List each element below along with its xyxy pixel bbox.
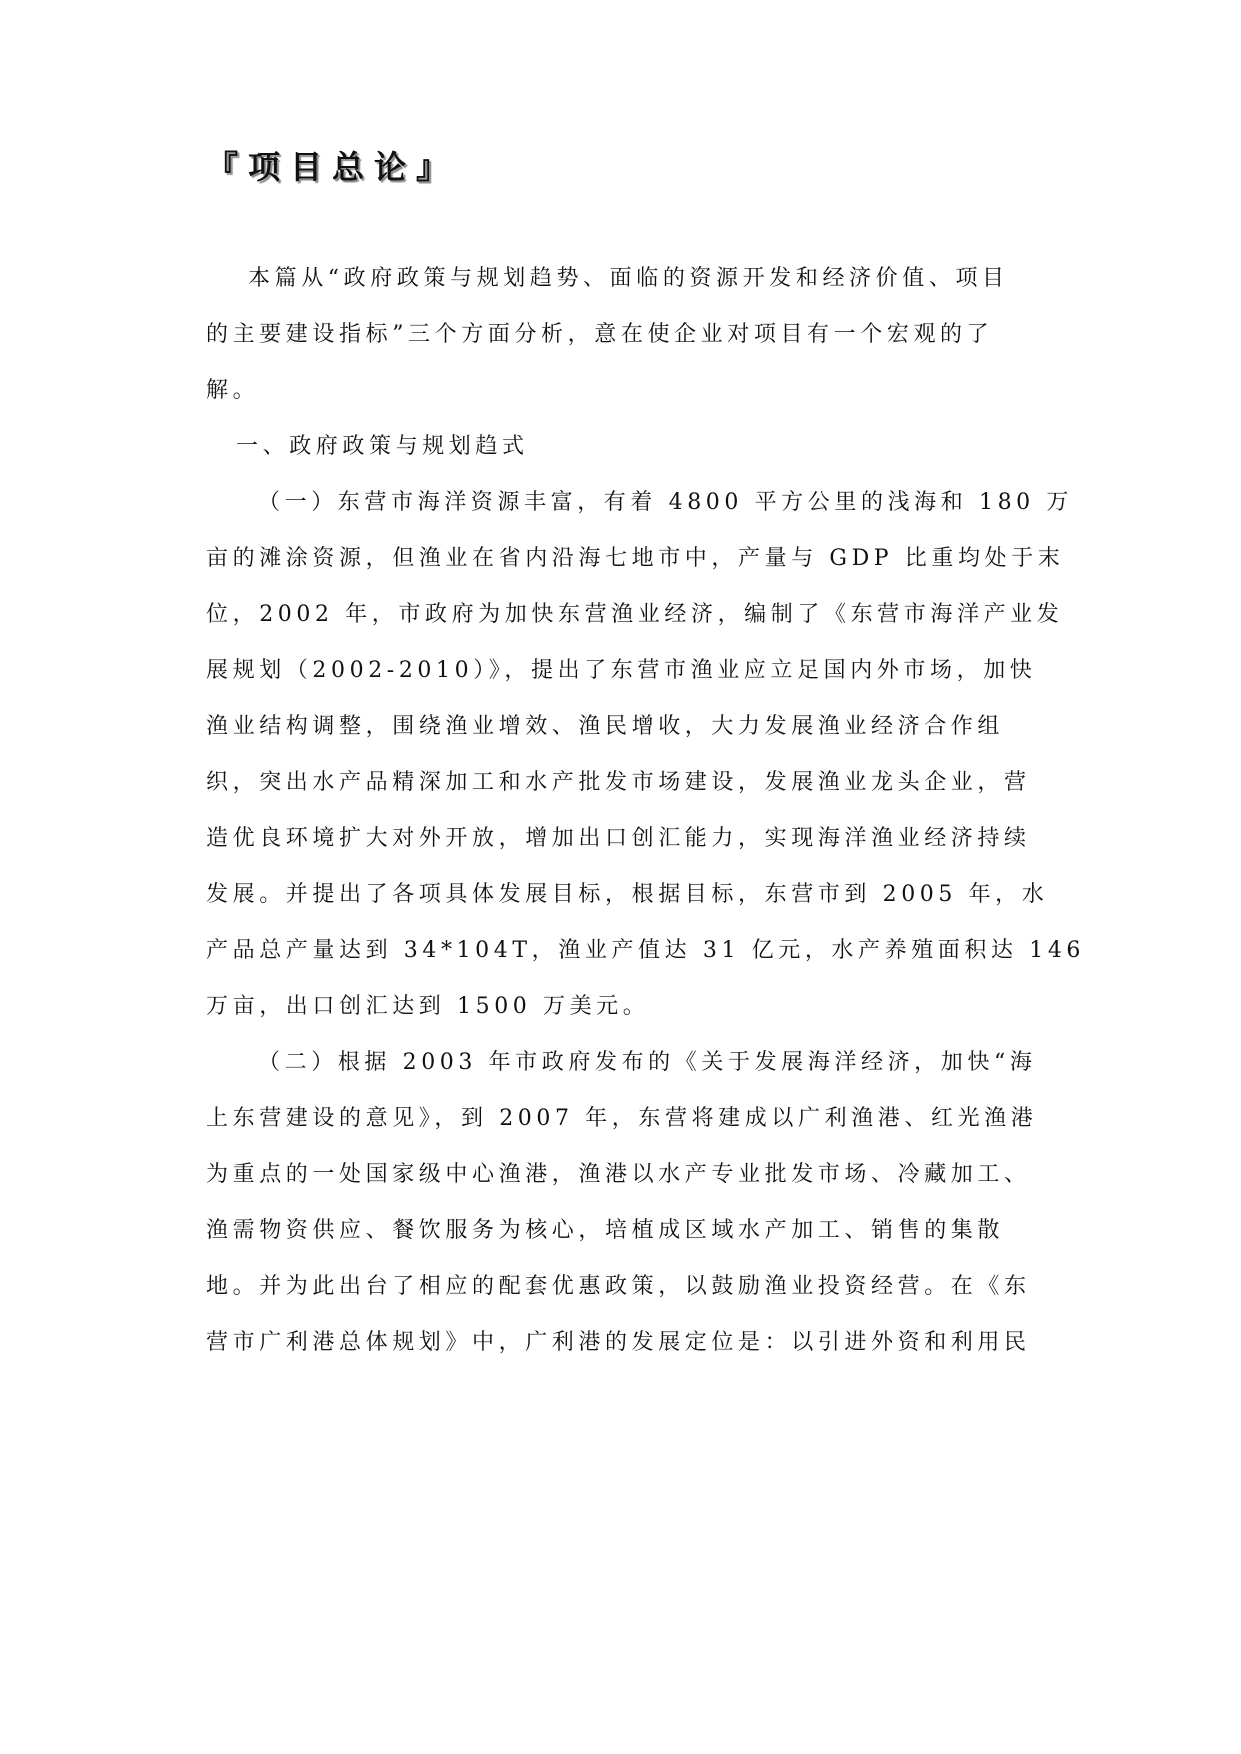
para1-line-1: （一）东营市海洋资源丰富，有着 4800 平方公里的浅海和 180 万 (258, 490, 1073, 515)
para1-line-3: 位，2002 年，市政府为加快东营渔业经济，编制了《东营市海洋产业发 (206, 602, 1064, 627)
para2-line-1: （二）根据 2003 年市政府发布的《关于发展海洋经济，加快“海 (258, 1050, 1037, 1075)
para2-line-2: 上东营建设的意见》，到 2007 年，东营将建成以广利渔港、红光渔港 (206, 1106, 1038, 1131)
para2-line-3: 为重点的一处国家级中心渔港，渔港以水产专业批发市场、冷藏加工、 (206, 1162, 1031, 1187)
intro-line-3: 解。 (206, 378, 260, 403)
para1-line-5: 渔业结构调整，围绕渔业增效、渔民增收，大力发展渔业经济合作组 (206, 714, 1005, 739)
section-heading: 一、政府政策与规划趋式 (236, 434, 529, 459)
para1-line-7: 造优良环境扩大对外开放，增加出口创汇能力，实现海洋渔业经济持续 (206, 826, 1031, 851)
para2-line-4: 渔需物资供应、餐饮服务为核心，培植成区域水产加工、销售的集散 (206, 1218, 1005, 1243)
para1-line-10: 万亩，出口创汇达到 1500 万美元。 (206, 994, 650, 1019)
intro-line-2: 的主要建设指标”三个方面分析，意在使企业对项目有一个宏观的了 (206, 322, 994, 347)
para1-line-8: 发展。并提出了各项具体发展目标，根据目标，东营市到 2005 年，水 (206, 882, 1049, 907)
para1-line-6: 织，突出水产品精深加工和水产批发市场建设，发展渔业龙头企业，营 (206, 770, 1031, 795)
para2-line-5: 地。并为此出台了相应的配套优惠政策，以鼓励渔业投资经营。在《东 (206, 1274, 1031, 1299)
para1-line-9: 产品总产量达到 34*104T，渔业产值达 31 亿元，水产养殖面积达 146 (206, 938, 1086, 963)
para2-line-6: 营市广利港总体规划》中，广利港的发展定位是：以引进外资和利用民 (206, 1330, 1031, 1355)
intro-line-1: 本篇从“政府政策与规划趋势、面临的资源开发和经济价值、项目 (248, 266, 1009, 291)
para1-line-4: 展规划（2002-2010）》，提出了东营市渔业应立足国内外市场，加快 (206, 658, 1037, 683)
para1-line-2: 亩的滩涂资源，但渔业在省内沿海七地市中，产量与 GDP 比重均处于末 (206, 546, 1065, 571)
document-title: 『项目总论』 (206, 148, 459, 186)
